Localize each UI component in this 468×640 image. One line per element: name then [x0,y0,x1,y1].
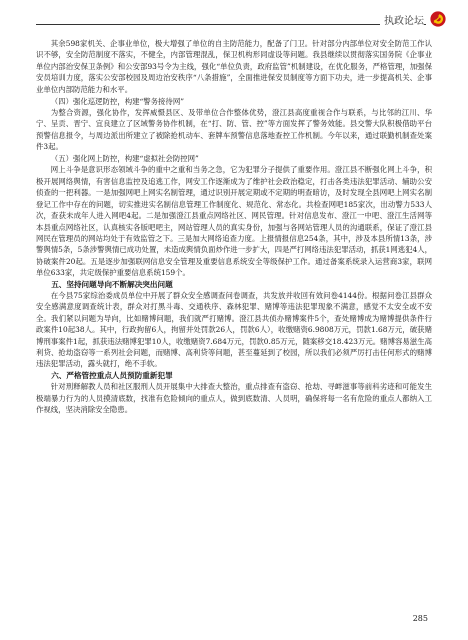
body-paragraph: 在今县75家综治委成员单位中开展了群众安全感调查问卷调查，共发放并收回有效问卷4144份。根据问卷江县群众安全感满意度调查统计表，群众对打黑斗毒、交通秩序、森林犯罪、赌博等违法犯罪现象不满意，感觉不太安全或不安全。我们紧以问题为导向，比如赌博问题，我们就严打赌博。澄江县共侦办赌博案件5个，查处赌博成为赌博提供条件行政案件10起38人。其中，行政拘留6人，拘留并处罚款26人，罚款6人），收缴赌资6.9808万元，罚款1.68万元，破获赌博刑事案件1起，抓获违法赌博犯罪10人，收缴赌资7.684万元，罚款0.85万元，随案移交18.423万元。赌博容易滋生高利贷、抢劫盗窃等一系列社会问题，而赌博、高利贷等问题，甚至蔓延到了校园，所以我们必须严厉打击任何形式的赌博违法犯罪活动，露头就打，绝不手软。 [36,290,432,369]
header-rule [36,24,426,25]
page-header [0,0,468,34]
body-paragraph: 其余598家机关、企事业单位，极大增强了单位的自主防范能力，配备了门卫。针对部分内部单位对安全防范工作认识不够，安全防范制度不落实，不健全，内部管理混乱，保卫机构形同虚设等问题。我县继续以贯彻落实国务院《企事业单位内部治安保卫条例》和公安部93号令为主线，强化“单位负责，政府监管”机制建设，在优化服务，严格管理，加强保安员培训力度，落实公安部校园及周边治安秩序“八条措施”，全面推进保安员制度等方面下功夫，进一步提高机关、企事业单位内部防范能力和水平。 [36,39,432,94]
subsection-heading: （四）强化巡逻防控，构建“警务接待网” [50,96,184,106]
party-emblem-icon [430,11,446,27]
body-paragraph: 网上斗争是意识形态领域斗争的重中之重和当务之急，它为犯罪分子提供了重要作用。澄江县不断强化网上斗争，积极开展网络舆情，有害信息监控及追逃工作，网安工作逐渐成为了维护社会政治稳定，打击各类违法犯罪活动、辅助公安侦查的一把利器。一是加强网吧上网实名制管理，通过识别开展定期或不定期的明查暗访，及时发现全县网吧上网实名制登记工作中存在的问题，切实推进实名制信息管理工作制度化、规范化、常态化。共检查网吧185家次，出动警力533人次，查获未成年人进入网吧4起。二是加强澄江县重点网络社区、网民管理。针对信息发布、澄江一中吧、澄江生活网等本县重点网络社区，认真核实各版吧吧主，网站管理人员的真实身份，加强与各网站管理人员的沟通联系，保证了澄江县网民在管理员的网站均处于有效监管之下。三是加大网络追查力度。上报情报信息254条，其中，涉及本县所情13条，涉警舆情5条，5条涉警舆情已成功处置，未造成舆情负面炒作进一步扩大，四是严打网络违法犯罪活动，抓获1网逃犯4人，协破案件20起。五是逐步加强联网信息安全管理及重要信息系统安全等级保护工作。通过备案系统录入运营商3家，联网单位633家，共定级保护重要信息系统159个。 [36,165,432,278]
article-body [36,38,432,415]
body-paragraph: 针对刑释解教人员和社区服刑人员开展集中大排查大整治，重点排查有盗窃、抢劫、寻衅滋事等前科劣迹和可能发生极端暴力行为的人员摸清底数，找准有危险倾向的重点人，做到底数清、人员明，确保将每一名有危险的重点人都纳入工作视线，坚决消除安全隐患。 [36,382,432,414]
section-name: 执政论坛 [380,12,424,27]
page-number: 285 [412,614,428,623]
body-paragraph: 为整合资源，强化协作，发挥威慑县区、及带单位合作整体优势，澄江县高度重视合作与联系，与比邻的江川、华宁、呈贡、晋宁、宜良建立了区域警务协作机制，在“打、防、管、控”等方面发挥了警务效能。县交警大队积极借助平台预警信息报令，与周边派出所建立了被除抢机动车、套牌车预警信息落地查控工作机制。今年以来，通过联勤机制查处案件3起。 [36,107,432,152]
section-heading: 五、坚持问题导向不断解决突出问题 [51,279,173,289]
subsection-heading: （五）强化网上防控，构建“虚拟社会防控网” [50,154,199,164]
section-heading: 六、严格管控重点人员预防重新犯罪 [51,370,173,380]
